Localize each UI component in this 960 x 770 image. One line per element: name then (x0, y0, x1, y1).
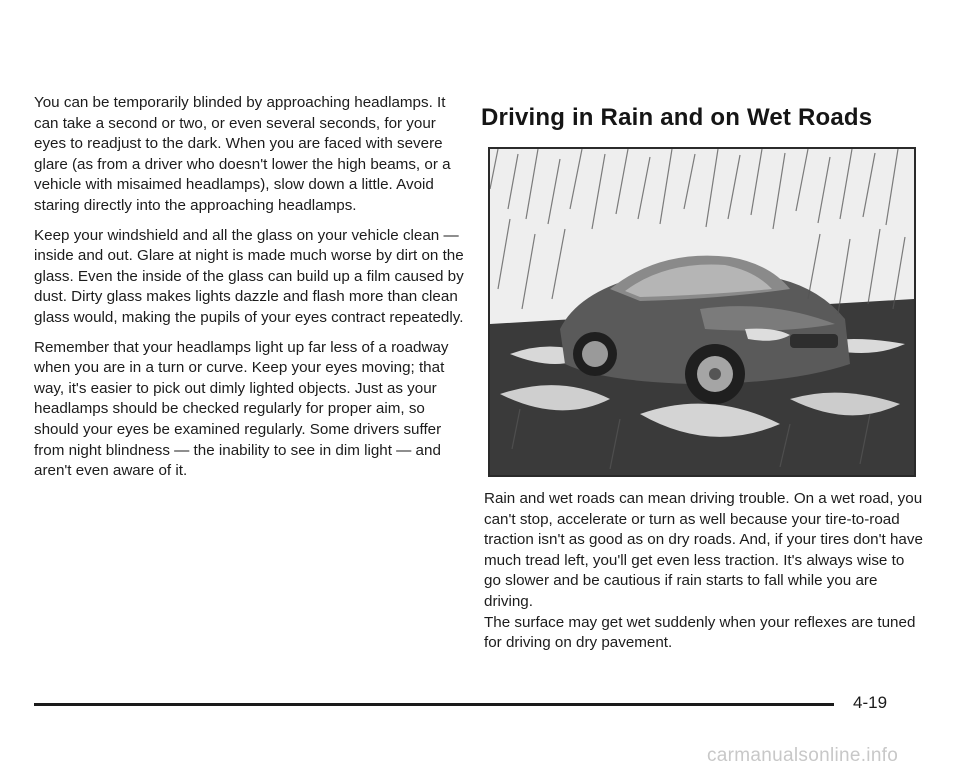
footer-divider (34, 703, 834, 706)
car-in-rain-illustration (488, 147, 916, 477)
section-heading: Driving in Rain and on Wet Roads (481, 104, 873, 131)
paragraph-headlamps-curve: Remember that your headlamps light up far less of a roadway when you are in a turn or curve. Keep your eyes moving; that way, it's easier to pick out dimly lighted objects. Just as your headlamps should be checked regularly for proper aim, so should your eyes be examined regularly. Some drivers suffer from night blindness — the inability to see in dim light — and aren't even aware of it. (34, 338, 449, 480)
paragraph-glare: You can be temporarily blinded by approaching headlamps. It can take a second or two, or even several seconds, for your eyes to readjust to the dark. When you are faced with severe glare (as from a driver who doesn't lower the high beams, or a vehicle with misaimed headlamps), slow down a little. Avoid staring directly into the approaching headlamps. (34, 94, 451, 214)
paragraph-wet-roads: Rain and wet roads can mean driving trouble. On a wet road, you can't stop, accelerate or turn as well because your tire-to-road traction isn't as good as on dry roads. And, if your tires don't have much tread left, you'll get even less traction. It's always wise to go slower and be cautious if rain starts to fall while you are driving. (484, 490, 923, 610)
car-in-rain-image (490, 149, 914, 475)
left-column (34, 93, 464, 491)
watermark: carmanualsonline.info (707, 745, 899, 766)
paragraph-windshield: Keep your windshield and all the glass on your vehicle clean — inside and out. Glare at night is made much worse by dirt on the glass. Even the inside of the glass can build up a film caused by dust. Dirty glass makes lights dazzle and flash more than clean glass would, making the pupils of your eyes contract repeatedly. (34, 226, 464, 326)
page-number: 4-19 (853, 693, 888, 712)
paragraph-surface-wet: The surface may get wet suddenly when your reflexes are tuned for driving on dry pavement. (484, 613, 916, 652)
right-column (484, 489, 924, 654)
